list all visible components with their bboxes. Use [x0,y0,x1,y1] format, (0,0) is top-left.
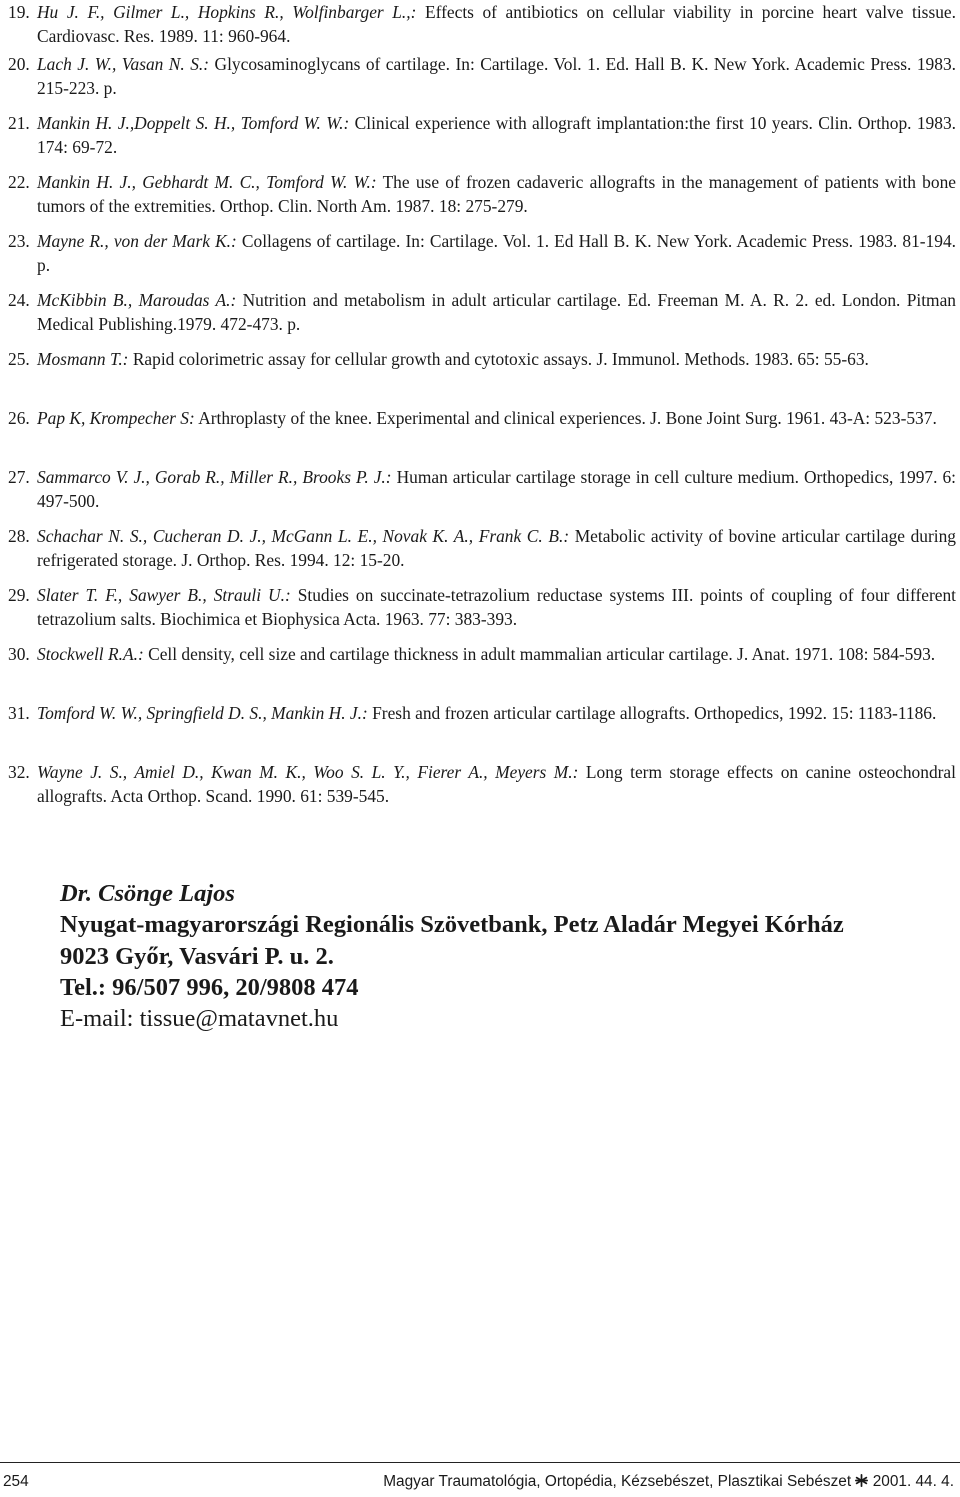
reference-number: 25. [8,349,30,369]
reference-number: 24. [8,290,30,310]
reference-authors: Slater T. F., Sawyer B., Strauli U. [37,585,285,605]
reference-item [4,465,956,514]
reference-number: 26. [8,408,30,428]
reference-item [4,111,956,160]
reference-number: 23. [8,231,30,251]
reference-separator: : [410,2,417,22]
reference-item [4,0,956,49]
reference-number: 22. [8,172,30,192]
reference-number: 19. [8,2,30,22]
reference-details: Clinical experience with allograft implantation:the first 10 years. Clin. Orthop. 1983. 174: 69-72. [37,113,956,158]
reference-details: Metabolic activity of bovine articular cartilage during refrigerated storage. J. Orthop. Res. 1994. 12: 15-20. [37,526,956,571]
reference-authors: Mankin H. J., Gebhardt M. C., Tomford W. W. [37,172,371,192]
reference-authors: Wayne J. S., Amiel D., Kwan M. K., Woo S. L. Y., Fierer A., Meyers M. [37,762,573,782]
reference-number: 21. [8,113,30,133]
reference-authors: Tomford W. W., Springfield D. S., Mankin H. J. [37,703,362,723]
reference-authors: Pap K, Krompecher S [37,408,189,428]
reference-item [4,642,956,666]
reference-separator: : [189,408,195,428]
footer-divider [0,1462,960,1463]
reference-separator: : [361,703,368,723]
reference-details: Human articular cartilage storage in cell culture medium. Orthopedics, 1997. 6: 497-500. [37,467,956,512]
reference-item [4,288,956,337]
reference-details: Collagens of cartilage. In: Cartilage. Vol. 1. Ed Hall B. K. New York. Academic Press. 1983. 81-194. p. [37,231,956,276]
contact-phone: Tel.: 96/507 996, 20/9808 474 [60,973,359,1001]
contact-address: 9023 Győr, Vasvári P. u. 2. [60,942,334,970]
reference-details: Cell density, cell size and cartilage thickness in adult mammalian articular cartilage. J. Anat. 1971. 108: 584-593. [148,644,936,664]
reference-authors: Mankin H. J.,Doppelt S. H., Tomford W. W. [37,113,344,133]
reference-item [4,229,956,278]
reference-item [4,701,956,725]
reference-separator: : [230,290,237,310]
reference-authors: Mayne R., von der Mark K. [37,231,232,251]
reference-separator: : [284,585,291,605]
reference-separator: : [563,526,570,546]
reference-separator: : [137,644,144,664]
reference-number: 30. [8,644,30,664]
reference-authors: Sammarco V. J., Gorab R., Miller R., Brooks P. J. [37,467,386,487]
reference-separator: : [385,467,392,487]
reference-item [4,52,956,101]
reference-details: Arthroplasty of the knee. Experimental and clinical experiences. J. Bone Joint Surg. 1961. 43-A: 523-537. [198,408,937,428]
reference-details: Fresh and frozen articular cartilage allografts. Orthopedics, 1992. 15: 1183-1186. [372,703,937,723]
reference-authors: Stockwell R.A. [37,644,138,664]
reference-authors: Lach J. W., Vasan N. S. [37,54,204,74]
journal-issue: 2001. 44. 4. [872,1473,954,1490]
reference-separator: : [203,54,210,74]
reference-item [4,760,956,809]
page-number: 254 [3,1473,29,1490]
reference-authors: Schachar N. S., Cucheran D. J., McGann L. E., Novak K. A., Frank C. B. [37,526,564,546]
reference-details: Effects of antibiotics on cellular viability in porcine heart valve tissue. Cardiovasc. Res. 1989. 11: 960-964. [37,2,956,47]
reference-authors: McKibbin B., Maroudas A. [37,290,231,310]
reference-item [4,406,956,430]
reference-number: 28. [8,526,30,546]
asterisk-star-icon [855,1474,868,1487]
reference-details: Studies on succinate-tetrazolium reductase systems III. points of coupling of four different tetrazolium salts. Biochimica et Biophysica Acta. 1963. 77: 383-393. [37,585,956,630]
reference-item [4,583,956,632]
reference-details: The use of frozen cadaveric allografts in the management of patients with bone tumors of the extremities. Orthop. Clin. North Am. 1987. 18: 275-279. [37,172,956,217]
reference-item [4,170,956,219]
reference-separator: : [122,349,129,369]
contact-block [60,878,940,1034]
reference-authors: Mosmann T. [37,349,123,369]
reference-details: Rapid colorimetric assay for cellular growth and cytotoxic assays. J. Immunol. Methods. 1983. 65: 55-63. [132,349,869,369]
reference-authors: Hu J. F., Gilmer L., Hopkins R., Wolfinbarger L., [37,2,411,22]
reference-item [4,347,956,371]
contact-email: E-mail: tissue@matavnet.hu [60,1005,339,1033]
reference-separator: : [370,172,377,192]
reference-separator: : [343,113,350,133]
reference-details: Nutrition and metabolism in adult articular cartilage. Ed. Freeman M. A. R. 2. ed. London. Pitman Medical Publishing.1979. 472-473. p. [37,290,956,335]
reference-number: 31. [8,703,30,723]
journal-info [383,1473,954,1491]
contact-institution: Nyugat-magyarországi Regionális Szövetbank, Petz Aladár Megyei Kórház [60,911,844,939]
reference-separator: : [572,762,579,782]
reference-item [4,524,956,573]
reference-number: 27. [8,467,30,487]
contact-name: Dr. Csönge Lajos [60,880,235,907]
reference-details: Glycosaminoglycans of cartilage. In: Cartilage. Vol. 1. Ed. Hall B. K. New York. Academic Press. 1983. 215-223. p. [37,54,956,99]
reference-number: 20. [8,54,30,74]
journal-name: Magyar Traumatológia, Ortopédia, Kézsebészet, Plasztikai Sebészet [383,1473,852,1490]
reference-separator: : [231,231,237,251]
reference-number: 29. [8,585,30,605]
reference-details: Long term storage effects on canine osteochondral allografts. Acta Orthop. Scand. 1990. 61: 539-545. [37,762,956,807]
reference-number: 32. [8,762,30,782]
page-footer [0,1470,960,1496]
